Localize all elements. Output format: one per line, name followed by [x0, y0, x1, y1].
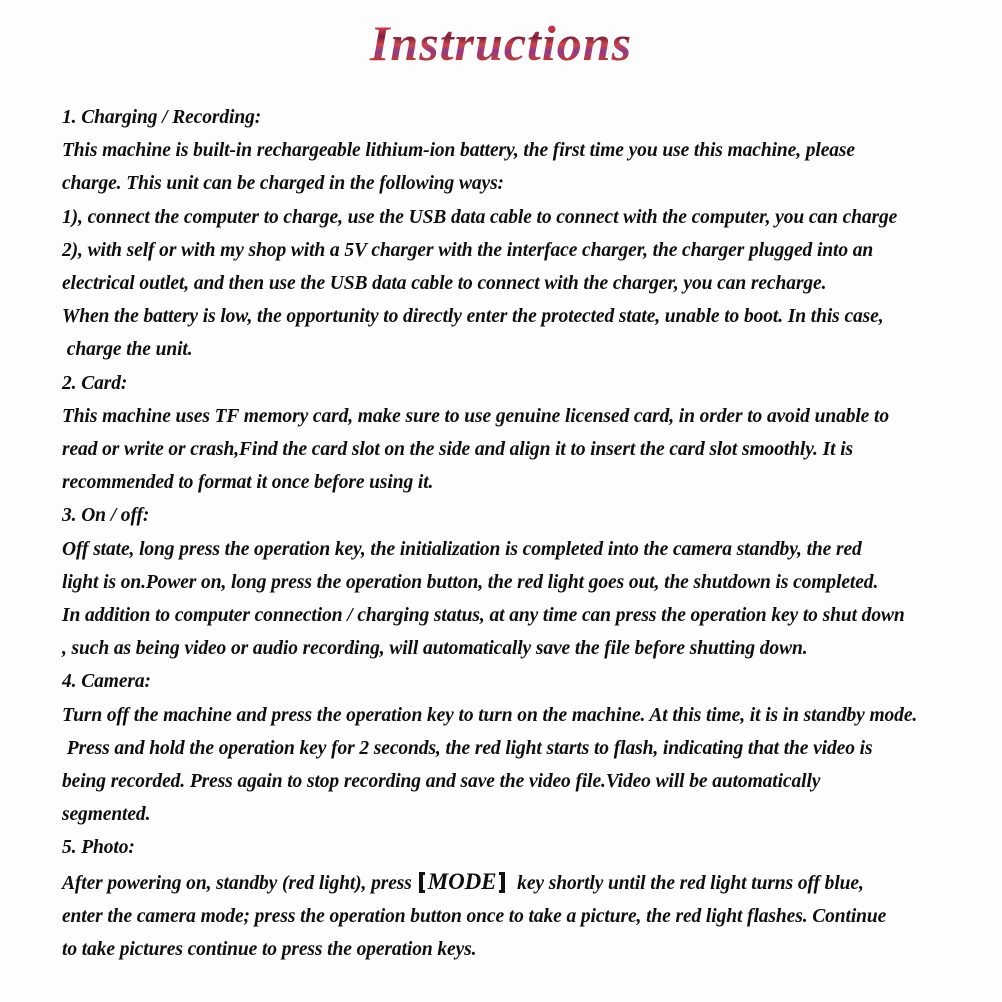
section-heading-photo: 5. Photo: — [62, 837, 135, 859]
right-lenticular-bracket-icon — [499, 872, 505, 893]
instruction-line: In addition to computer connection / charging status, at any time can press the operation key to shut down — [62, 605, 905, 627]
instruction-line: enter the camera mode; press the operation button once to take a picture, the red light flashes. Continue — [62, 905, 887, 927]
instruction-line: Turn off the machine and press the operation key to turn on the machine. At this time, it is in standby mode. — [62, 704, 918, 726]
instruction-line: read or write or crash,Find the card slot on the side and align it to insert the card slot smoothly. It is — [62, 439, 853, 461]
page-title: Instructions — [0, 16, 1002, 71]
section-heading-camera: 4. Camera: — [62, 671, 151, 693]
instruction-line: Press and hold the operation key for 2 seconds, the red light starts to flash, indicating that the video is — [62, 737, 873, 759]
instruction-line: electrical outlet, and then use the USB data cable to connect with the charger, you can recharge. — [62, 273, 827, 295]
photo-line-before: After powering on, standby (red light), press — [62, 872, 412, 894]
instruction-line: being recorded. Press again to stop recording and save the video file.Video will be automatically — [62, 771, 821, 793]
instruction-line: to take pictures continue to press the operation keys. — [62, 939, 477, 961]
instruction-line: 2), with self or with my shop with a 5V charger with the interface charger, the charger plugged into an — [62, 239, 874, 261]
left-lenticular-bracket-icon — [419, 872, 425, 893]
instruction-line: This machine is built-in rechargeable lithium-ion battery, the first time you use this machine, please — [62, 140, 855, 162]
instruction-line: recommended to format it once before using it. — [62, 472, 434, 494]
instruction-line: segmented. — [62, 804, 151, 826]
instructions-body — [0, 101, 1002, 966]
mode-key-label: MODE — [427, 868, 497, 894]
instruction-line: Off state, long press the operation key, the initialization is completed into the camera standby, the red — [62, 538, 862, 560]
instruction-line: charge. This unit can be charged in the following ways: — [62, 173, 504, 195]
section-heading-card: 2. Card: — [62, 372, 128, 394]
instruction-line: This machine uses TF memory card, make sure to use genuine licensed card, in order to avoid unable to — [62, 405, 889, 427]
section-heading-charging: 1. Charging / Recording: — [62, 107, 262, 128]
photo-line-after: key shortly until the red light turns off blue, — [512, 872, 864, 894]
instruction-line: light is on.Power on, long press the operation button, the red light goes out, the shutdown is completed. — [62, 571, 879, 593]
instruction-line: When the battery is low, the opportunity to directly enter the protected state, unable to boot. In this case, — [62, 306, 884, 328]
instruction-line: , such as being video or audio recording, will automatically save the file before shutting down. — [62, 638, 808, 660]
instruction-line-mode — [62, 865, 984, 900]
instruction-line: charge the unit. — [62, 339, 193, 361]
section-heading-on-off: 3. On / off: — [62, 505, 150, 527]
mode-key-token — [419, 869, 506, 894]
instruction-line: 1), connect the computer to charge, use the USB data cable to connect with the computer, you can charge — [62, 206, 898, 228]
